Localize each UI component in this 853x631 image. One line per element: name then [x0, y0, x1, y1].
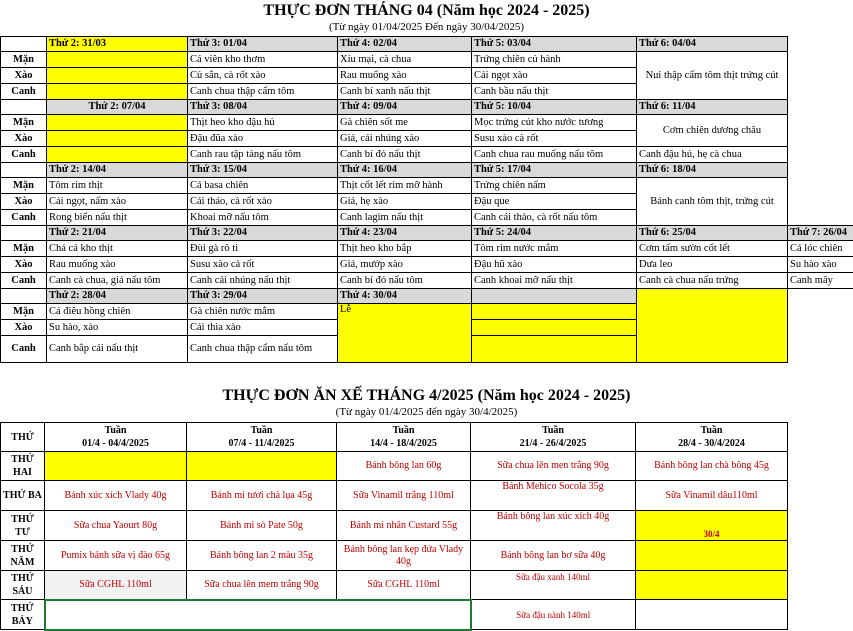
row-label-canh: Canh [1, 210, 47, 226]
day-header: Thứ 5: 10/04 [472, 100, 637, 115]
row-label-canh: Canh [1, 147, 47, 163]
menu-cell [47, 147, 188, 163]
snack-cell: Sữa đậu nành 140ml [471, 600, 636, 630]
menu-cell: Susu xào cà rốt [472, 131, 637, 147]
menu-cell: Chả cá kho thịt [47, 241, 188, 257]
menu-cell: Mọc trứng cút kho nước tương [472, 115, 637, 131]
friday-dish: Nui thập cẩm tôm thịt trứng cút [637, 52, 788, 100]
menu-cell: Trứng chiên nấm [472, 178, 637, 194]
menu-cell: Cải ngọt, nấm xào [47, 194, 188, 210]
menu-cell: Trứng chiên củ hành [472, 52, 637, 68]
friday-dish: Bánh canh tôm thịt, trứng cút [637, 178, 788, 226]
row-label-xao: Xào [1, 257, 47, 273]
snack-row [1, 541, 788, 571]
menu-cell: Cải thìa xào [188, 320, 338, 336]
menu-cell [47, 115, 188, 131]
week-column-header [636, 423, 788, 452]
day-header: Thứ 4: 09/04 [338, 100, 472, 115]
menu-cell: Canh khoai mỡ nấu thịt [472, 273, 637, 289]
menu-cell: Canh bắp cải nấu thịt [47, 336, 188, 363]
menu-cell: Thịt heo kho bắp [338, 241, 472, 257]
day-header-empty [472, 289, 637, 304]
snack-cell: Bánh bông lan kẹp đứa Vlady 40g [337, 541, 471, 571]
week-column-header [471, 423, 636, 452]
snack-cell: Bánh mì nhân Custard 55g [337, 511, 471, 541]
corner-cell [1, 37, 47, 52]
menu-cell: Canh bí xanh nấu thịt [338, 84, 472, 100]
week-range: 07/4 - 11/4/2025 [228, 438, 295, 449]
week-range: 21/4 - 26/4/2025 [519, 438, 587, 449]
menu-cell: Canh rau tập tàng nấu tôm [188, 147, 338, 163]
thursday-empty-cell [472, 336, 637, 363]
snack-cell: Sữa CGHL 110ml [337, 571, 471, 600]
snack-cell: Sữa chua Yaourt 80g [45, 511, 187, 541]
selected-cell[interactable] [45, 600, 471, 630]
menu-cell: Canh bí đỏ nấu thịt [338, 147, 472, 163]
week-column-header [45, 423, 187, 452]
menu-cell: Dưa leo [637, 257, 788, 273]
menu-cell: Đùi gà rô ti [188, 241, 338, 257]
snack-subtitle: (Từ ngày 01/4/2025 đến ngày 30/4/2025) [335, 406, 518, 418]
snack-cell [45, 452, 187, 481]
menu-cell [47, 84, 188, 100]
menu-cell: Canh cải nhúng nấu thịt [188, 273, 338, 289]
day-header: Thứ 3: 01/04 [188, 37, 338, 52]
day-header: Thứ 6: 25/04 [637, 226, 788, 241]
menu-cell: Su hào xào [788, 257, 853, 273]
day-header: Thứ 2: 14/04 [47, 163, 188, 178]
day-header: Thứ 2: 07/04 [47, 100, 188, 115]
menu-cell: Rau muống xào [338, 68, 472, 84]
week-range: 28/4 - 30/4/2024 [678, 438, 745, 449]
menu-cell: Cá basa chiên [188, 178, 338, 194]
menu-cell: Gà chiên nước mắm [188, 304, 338, 320]
friday-empty-cell [637, 289, 788, 363]
week-label: Tuần [250, 425, 273, 436]
monthly-menu-table [0, 36, 853, 363]
day-header: Thứ 5: 17/04 [472, 163, 637, 178]
week-label: Tuần [392, 425, 415, 436]
day-header: Thứ 2: 21/04 [47, 226, 188, 241]
row-label-xao: Xào [1, 68, 47, 84]
menu-cell: Canh mây [788, 273, 853, 289]
menu-cell: Giá, mướp xào [338, 257, 472, 273]
snack-day-label: THỨ NĂM [1, 541, 45, 571]
day-header: Thứ 6: 11/04 [637, 100, 788, 115]
menu-cell: Tôm rim thịt [47, 178, 188, 194]
menu-cell: Củ sắn, cà rốt xào [188, 68, 338, 84]
day-header: Thứ 3: 08/04 [188, 100, 338, 115]
row-label-man: Mặn [1, 304, 47, 320]
row-label-man: Mặn [1, 115, 47, 131]
menu-cell: Đậu hũ xào [472, 257, 637, 273]
menu-cell: Cải thảo, cà rốt xào [188, 194, 338, 210]
day-header: Thứ 4: 23/04 [338, 226, 472, 241]
snack-day-label: THỨ HAI [1, 452, 45, 481]
snack-cell: Sữa đậu xanh 140ml [471, 571, 636, 600]
day-header: Thứ 5: 03/04 [472, 37, 637, 52]
snack-cell [636, 541, 788, 571]
menu-cell: Cá điêu hồng chiên [47, 304, 188, 320]
row-label-xao: Xào [1, 320, 47, 336]
menu-cell: Thịt cốt lết rim mỡ hành [338, 178, 472, 194]
snack-row [1, 571, 788, 600]
menu-cell: Susu xào cà rốt [188, 257, 338, 273]
snack-cell: Sữa Vinamil dâu110ml [636, 481, 788, 511]
snack-cell: Bánh xúc xích Vlady 40g [45, 481, 187, 511]
snack-row [1, 452, 788, 481]
menu-cell: Xíu mại, cà chua [338, 52, 472, 68]
friday-canh: Canh đậu hủ, hẹ cà chua [637, 147, 788, 163]
row-label-canh: Canh [1, 273, 47, 289]
menu-cell: Khoai mỡ nấu tôm [188, 210, 338, 226]
menu-cell [47, 131, 188, 147]
menu-cell: Giá, cải nhúng xào [338, 131, 472, 147]
snack-day-label: THỨ BẢY [1, 600, 45, 630]
snack-cell [636, 571, 788, 600]
snack-cell: Sữa CGHL 110ml [45, 571, 187, 600]
week-range: 14/4 - 18/4/2025 [370, 438, 437, 449]
day-header: Thứ 2: 28/04 [47, 289, 188, 304]
week2-header-row [1, 100, 853, 115]
menu-cell: Canh cà chua nấu trứng [637, 273, 788, 289]
menu-title: THỰC ĐƠN THÁNG 04 (Năm học 2024 - 2025) [263, 2, 590, 19]
thursday-empty-cell [472, 320, 637, 336]
menu-cell: Thịt heo kho đậu hủ [188, 115, 338, 131]
day-header: Thứ 3: 29/04 [188, 289, 338, 304]
menu-cell: Cơm tấm sườn cốt lết [637, 241, 788, 257]
week-label: Tuần [104, 425, 127, 436]
snack-cell [636, 600, 788, 630]
menu-cell: Canh cải thảo, cà rốt nấu tôm [472, 210, 637, 226]
snack-cell: Pumix bánh sữa vị đào 65g [45, 541, 187, 571]
menu-cell: Canh chua thập cẩm tôm [188, 84, 338, 100]
menu-cell: Su hào, xào [47, 320, 188, 336]
snack-row [1, 511, 788, 541]
menu-cell: Canh bầu nấu thịt [472, 84, 637, 100]
menu-cell: Cá lóc chiên [788, 241, 853, 257]
day-header: Thứ 6: 04/04 [637, 37, 788, 52]
snack-cell: Bánh mì sò Pate 50g [187, 511, 337, 541]
snack-row [1, 600, 788, 630]
menu-cell: Gà chiên sốt me [338, 115, 472, 131]
snack-cell: Bánh bông lan xúc xích 40g [471, 511, 636, 541]
snack-cell: Sữa chua lên mem trắng 90g [187, 571, 337, 600]
day-column-header: THỨ [1, 423, 45, 452]
day-header: Thứ 2: 31/03 [47, 37, 188, 52]
snack-day-label: THỨ BA [1, 481, 45, 511]
friday-dish: Cơm chiên dương châu [637, 115, 788, 147]
menu-cell: Cá viên kho thơm [188, 52, 338, 68]
week-label: Tuần [700, 425, 723, 436]
menu-cell: Canh lagim nấu thịt [338, 210, 472, 226]
snack-cell: Bánh Mehico Socola 35g [471, 481, 636, 511]
snack-day-label: THỨ TƯ [1, 511, 45, 541]
row-label-man: Mặn [1, 178, 47, 194]
snack-cell: Sữa chua lên men trắng 90g [471, 452, 636, 481]
menu-cell: Canh bí đỏ nấu tôm [338, 273, 472, 289]
menu-cell: Đậu đũa xào [188, 131, 338, 147]
snack-cell [187, 452, 337, 481]
menu-cell: Rong biển nấu thịt [47, 210, 188, 226]
row-label-canh: Canh [1, 336, 47, 363]
week5-header-row [1, 289, 853, 304]
week-column-header [187, 423, 337, 452]
menu-cell [47, 52, 188, 68]
holiday-cell: Lễ [338, 304, 472, 363]
snack-cell: Bánh bông lan bơ sữa 40g [471, 541, 636, 571]
day-header: Thứ 6: 18/04 [637, 163, 788, 178]
week1-header-row [1, 37, 853, 52]
snack-header-row [1, 423, 788, 452]
week-range: 01/4 - 04/4/2025 [82, 438, 149, 449]
snack-row [1, 481, 788, 511]
row-label-canh: Canh [1, 84, 47, 100]
thursday-empty-cell [472, 304, 637, 320]
snack-cell: Bánh mì tươi chà lụa 45g [187, 481, 337, 511]
row-label-xao: Xào [1, 194, 47, 210]
day-header: Thứ 3: 15/04 [188, 163, 338, 178]
day-header: Thứ 3: 22/04 [188, 226, 338, 241]
menu-subtitle: (Từ ngày 01/04/2025 Đến ngày 30/04/2025) [328, 21, 525, 33]
menu-cell: Rau muống xào [47, 257, 188, 273]
menu-cell: Cải ngọt xào [472, 68, 637, 84]
row-label-xao: Xào [1, 131, 47, 147]
snack-cell: Bánh bông lan 60g [337, 452, 471, 481]
day-header: Thứ 4: 30/04 [338, 289, 472, 304]
row-label-man: Mặn [1, 241, 47, 257]
week3-header-row [1, 163, 853, 178]
menu-cell: Đậu que [472, 194, 637, 210]
day-header: Thứ 5: 24/04 [472, 226, 637, 241]
menu-cell [47, 68, 188, 84]
menu-cell: Canh chua thập cẩm nấu tôm [188, 336, 338, 363]
snack-menu-table [0, 422, 788, 631]
day-header: Thứ 4: 16/04 [338, 163, 472, 178]
snack-cell: Bánh bông lan chà bông 45g [636, 452, 788, 481]
day-header: Thứ 4: 02/04 [338, 37, 472, 52]
day-header: Thứ 7: 26/04 [788, 226, 853, 241]
snack-cell: 30/4 [636, 511, 788, 541]
menu-cell: Tôm rim nước mắm [472, 241, 637, 257]
empty-cell [788, 37, 853, 52]
snack-title: THỰC ĐƠN ĂN XẾ THÁNG 4/2025 (Năm học 2024 - 2025) [222, 387, 631, 404]
menu-cell: Canh cà chua, giá nấu tôm [47, 273, 188, 289]
snack-cell: Bánh bông lan 2 màu 35g [187, 541, 337, 571]
snack-day-label: THỨ SÁU [1, 571, 45, 600]
week4-header-row [1, 226, 853, 241]
week-column-header [337, 423, 471, 452]
snack-cell: Sữa Vinamil trắng 110ml [337, 481, 471, 511]
row-label-man: Mặn [1, 52, 47, 68]
week-label: Tuần [542, 425, 564, 436]
menu-cell: Canh chua rau muống nấu tôm [472, 147, 637, 163]
menu-cell: Giá, hẹ xào [338, 194, 472, 210]
